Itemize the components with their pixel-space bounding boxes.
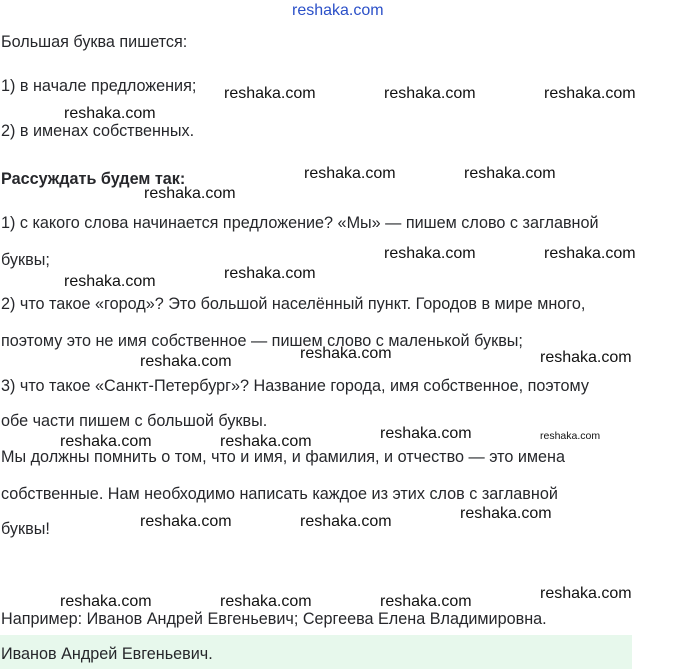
- watermark: reshaka.com: [384, 85, 476, 102]
- watermark: reshaka.com: [220, 433, 312, 450]
- example-line: Например: Иванов Андрей Евгеньевич; Сергеева Елена Владимировна.: [1, 610, 547, 628]
- step-2-line-2: поэтому это не имя собственное — пишем слово с маленькой буквы;: [1, 332, 523, 350]
- watermark: reshaka.com: [304, 165, 396, 182]
- watermark-small: reshaka.com: [540, 430, 601, 442]
- watermark: reshaka.com: [460, 505, 552, 522]
- reasoning-title: Рассуждать будем так:: [1, 170, 186, 188]
- watermark: reshaka.com: [140, 353, 232, 370]
- watermark: reshaka.com: [544, 245, 636, 262]
- watermark-top: reshaka.com: [292, 2, 384, 19]
- watermark: reshaka.com: [380, 425, 472, 442]
- watermark: reshaka.com: [300, 513, 392, 530]
- rule-title: Большая буква пишется:: [1, 33, 188, 51]
- rule-item-2: 2) в именах собственных.: [1, 122, 195, 140]
- rule-item-1: 1) в начале предложения;: [1, 77, 197, 95]
- step-3-line-2: обе части пишем с большой буквы.: [1, 412, 268, 430]
- answer-text: Иванов Андрей Евгеньевич.: [1, 645, 213, 663]
- paragraph-line-1: Мы должны помнить о том, что и имя, и фамилия, и отчество — это имена: [1, 448, 565, 466]
- watermark: reshaka.com: [464, 165, 556, 182]
- paragraph-line-3: буквы!: [1, 520, 50, 538]
- watermark: reshaka.com: [544, 85, 636, 102]
- watermark: reshaka.com: [60, 593, 152, 610]
- watermark: reshaka.com: [224, 265, 316, 282]
- step-2-line-1: 2) что такое «город»? Это большой населённый пункт. Городов в мире много,: [1, 295, 586, 313]
- watermark: reshaka.com: [540, 585, 632, 602]
- watermark: reshaka.com: [300, 345, 392, 362]
- watermark: reshaka.com: [144, 185, 236, 202]
- step-1-line-2: буквы;: [1, 251, 50, 269]
- watermark: reshaka.com: [140, 513, 232, 530]
- watermark: reshaka.com: [220, 593, 312, 610]
- watermark: reshaka.com: [64, 273, 156, 290]
- answer-box: [0, 635, 632, 669]
- watermark: reshaka.com: [540, 349, 632, 366]
- step-1-line-1: 1) с какого слова начинается предложение? «Мы» — пишем слово с заглавной: [1, 214, 599, 232]
- watermark: reshaka.com: [64, 105, 156, 122]
- watermark: reshaka.com: [224, 85, 316, 102]
- paragraph-line-2: собственные. Нам необходимо написать каждое из этих слов с заглавной: [1, 485, 558, 503]
- watermark: reshaka.com: [60, 433, 152, 450]
- watermark: reshaka.com: [380, 593, 472, 610]
- step-3-line-1: 3) что такое «Санкт-Петербург»? Название города, имя собственное, поэтому: [1, 377, 589, 395]
- watermark: reshaka.com: [384, 245, 476, 262]
